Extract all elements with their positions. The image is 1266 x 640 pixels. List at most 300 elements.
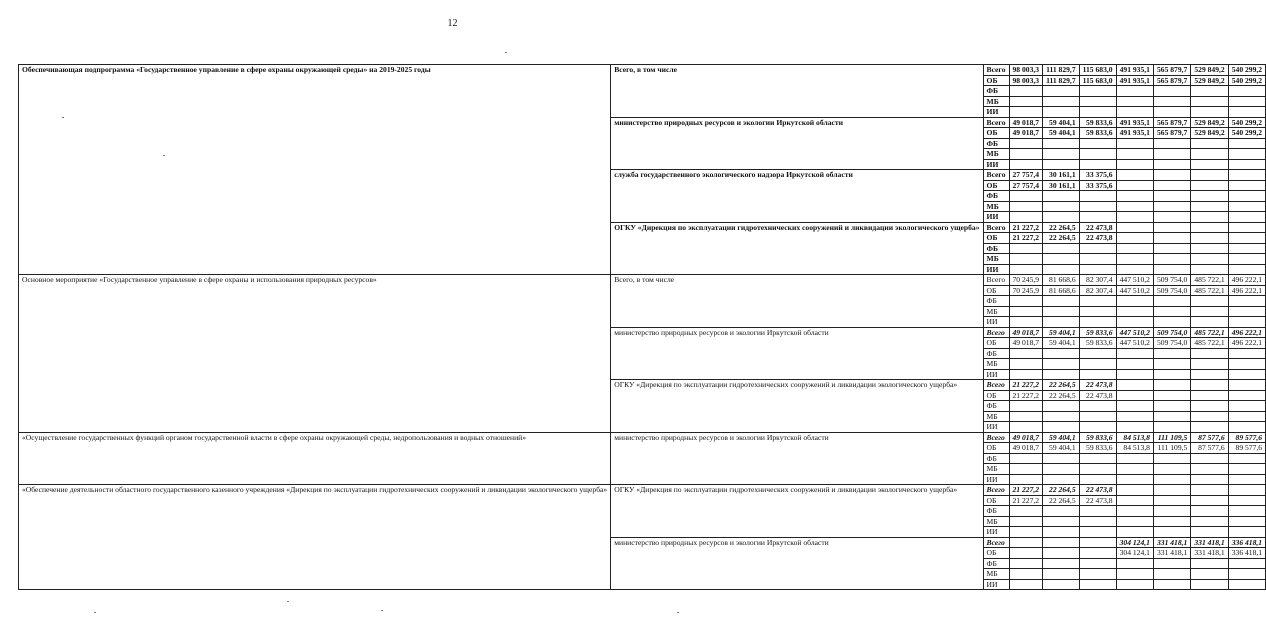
amount-cell [1153, 453, 1190, 464]
amount-cell [1009, 212, 1043, 223]
amount-cell: 485 722,1 [1191, 338, 1228, 349]
amount-cell [1153, 485, 1190, 496]
amount-cell [1079, 548, 1116, 559]
amount-cell [1079, 86, 1116, 97]
amount-cell [1191, 422, 1228, 433]
amount-cell: 529 849,2 [1191, 117, 1228, 128]
amount-cell: 22 473,8 [1079, 380, 1116, 391]
funding-level: МБ [983, 569, 1009, 580]
amount-cell [1191, 317, 1228, 328]
amount-cell [1079, 411, 1116, 422]
amount-cell [1153, 464, 1190, 475]
amount-cell [1116, 107, 1153, 118]
budget-table [18, 64, 1266, 590]
amount-cell: 70 245,9 [1009, 285, 1043, 296]
amount-cell [1228, 359, 1265, 370]
table-row [19, 485, 1266, 496]
amount-cell [1043, 422, 1080, 433]
amount-cell [1043, 149, 1080, 160]
amount-cell [1009, 569, 1043, 580]
executor-name: ОГКУ «Дирекция по эксплуатации гидротехнических сооружений и ликвидации экологического ущерба» [611, 485, 983, 538]
amount-cell [1079, 527, 1116, 538]
funding-level: ОБ [983, 180, 1009, 191]
amount-cell: 27 757,4 [1009, 180, 1043, 191]
funding-level: МБ [983, 464, 1009, 475]
amount-cell: 485 722,1 [1191, 285, 1228, 296]
page-number: 12 [447, 18, 458, 29]
amount-cell: 81 668,6 [1043, 285, 1080, 296]
amount-cell [1228, 233, 1265, 244]
amount-cell: 84 513,8 [1116, 432, 1153, 443]
amount-cell [1116, 254, 1153, 265]
amount-cell [1116, 453, 1153, 464]
amount-cell [1191, 96, 1228, 107]
amount-cell [1153, 369, 1190, 380]
amount-cell: 111 829,7 [1043, 75, 1080, 86]
amount-cell: 59 833,6 [1079, 432, 1116, 443]
amount-cell [1043, 558, 1080, 569]
amount-cell: 509 754,0 [1153, 285, 1190, 296]
amount-cell [1116, 527, 1153, 538]
amount-cell: 447 510,2 [1116, 275, 1153, 286]
amount-cell [1116, 264, 1153, 275]
amount-cell: 21 227,2 [1009, 485, 1043, 496]
amount-cell [1043, 464, 1080, 475]
amount-cell: 49 018,7 [1009, 443, 1043, 454]
amount-cell [1153, 390, 1190, 401]
amount-cell [1153, 233, 1190, 244]
amount-cell [1116, 222, 1153, 233]
amount-cell [1116, 233, 1153, 244]
amount-cell [1116, 495, 1153, 506]
amount-cell: 59 833,6 [1079, 128, 1116, 139]
funding-level: ИИ [983, 264, 1009, 275]
amount-cell [1191, 464, 1228, 475]
amount-cell: 540 299,2 [1228, 75, 1265, 86]
amount-cell: 59 404,1 [1043, 338, 1080, 349]
amount-cell: 22 264,5 [1043, 380, 1080, 391]
amount-cell [1191, 222, 1228, 233]
amount-cell: 331 418,1 [1153, 537, 1190, 548]
funding-level: ФБ [983, 296, 1009, 307]
amount-cell: 529 849,2 [1191, 75, 1228, 86]
amount-cell: 59 404,1 [1043, 443, 1080, 454]
amount-cell: 115 683,0 [1079, 75, 1116, 86]
funding-level: МБ [983, 254, 1009, 265]
amount-cell [1009, 86, 1043, 97]
amount-cell [1009, 306, 1043, 317]
amount-cell: 509 754,0 [1153, 275, 1190, 286]
amount-cell [1079, 401, 1116, 412]
amount-cell [1116, 359, 1153, 370]
amount-cell [1191, 516, 1228, 527]
amount-cell [1228, 296, 1265, 307]
amount-cell [1079, 516, 1116, 527]
amount-cell [1116, 212, 1153, 223]
amount-cell: 59 404,1 [1043, 117, 1080, 128]
amount-cell [1116, 411, 1153, 422]
amount-cell [1191, 86, 1228, 97]
amount-cell [1116, 86, 1153, 97]
amount-cell [1153, 506, 1190, 517]
amount-cell: 22 264,5 [1043, 485, 1080, 496]
amount-cell [1116, 558, 1153, 569]
amount-cell [1079, 138, 1116, 149]
funding-level: ИИ [983, 212, 1009, 223]
amount-cell [1228, 422, 1265, 433]
amount-cell [1153, 243, 1190, 254]
amount-cell [1043, 579, 1080, 590]
amount-cell [1191, 380, 1228, 391]
funding-level: ФБ [983, 558, 1009, 569]
funding-level: ОБ [983, 128, 1009, 139]
amount-cell [1009, 537, 1043, 548]
funding-level: ОБ [983, 233, 1009, 244]
amount-cell [1153, 159, 1190, 170]
amount-cell [1191, 233, 1228, 244]
amount-cell [1153, 264, 1190, 275]
amount-cell [1009, 579, 1043, 590]
amount-cell [1079, 464, 1116, 475]
amount-cell [1043, 191, 1080, 202]
amount-cell [1228, 201, 1265, 212]
amount-cell: 447 510,2 [1116, 285, 1153, 296]
funding-level: Всего [983, 537, 1009, 548]
amount-cell [1009, 548, 1043, 559]
amount-cell [1116, 159, 1153, 170]
amount-cell [1043, 296, 1080, 307]
funding-level: Всего [983, 432, 1009, 443]
amount-cell: 115 683,0 [1079, 65, 1116, 76]
amount-cell [1191, 243, 1228, 254]
amount-cell [1153, 527, 1190, 538]
amount-cell [1043, 107, 1080, 118]
amount-cell [1191, 411, 1228, 422]
amount-cell: 59 404,1 [1043, 327, 1080, 338]
amount-cell: 87 577,6 [1191, 443, 1228, 454]
amount-cell: 304 124,1 [1116, 548, 1153, 559]
amount-cell [1191, 191, 1228, 202]
amount-cell [1191, 212, 1228, 223]
amount-cell: 331 418,1 [1191, 548, 1228, 559]
amount-cell: 22 473,8 [1079, 222, 1116, 233]
amount-cell [1116, 317, 1153, 328]
amount-cell [1228, 243, 1265, 254]
funding-level: Всего [983, 222, 1009, 233]
amount-cell: 496 222,1 [1228, 338, 1265, 349]
amount-cell: 485 722,1 [1191, 275, 1228, 286]
amount-cell [1079, 212, 1116, 223]
amount-cell [1191, 495, 1228, 506]
amount-cell [1116, 243, 1153, 254]
amount-cell: 22 473,8 [1079, 485, 1116, 496]
executor-name: Всего, в том числе [611, 275, 983, 328]
amount-cell: 540 299,2 [1228, 65, 1265, 76]
funding-level: ФБ [983, 191, 1009, 202]
amount-cell [1153, 201, 1190, 212]
executor-name: служба государственного экологического надзора Иркутской области [611, 170, 983, 223]
amount-cell [1043, 317, 1080, 328]
amount-cell [1043, 474, 1080, 485]
amount-cell [1079, 191, 1116, 202]
amount-cell [1228, 170, 1265, 181]
funding-level: ИИ [983, 422, 1009, 433]
amount-cell [1191, 264, 1228, 275]
amount-cell [1079, 359, 1116, 370]
amount-cell [1079, 422, 1116, 433]
amount-cell [1079, 317, 1116, 328]
amount-cell [1116, 296, 1153, 307]
amount-cell [1079, 264, 1116, 275]
amount-cell [1043, 86, 1080, 97]
funding-level: ФБ [983, 138, 1009, 149]
funding-level: ИИ [983, 369, 1009, 380]
amount-cell [1116, 348, 1153, 359]
funding-level: ФБ [983, 453, 1009, 464]
funding-level: ОБ [983, 390, 1009, 401]
amount-cell [1191, 359, 1228, 370]
amount-cell: 98 003,3 [1009, 75, 1043, 86]
amount-cell [1228, 348, 1265, 359]
amount-cell [1191, 569, 1228, 580]
amount-cell [1079, 149, 1116, 160]
executor-name: ОГКУ «Дирекция по эксплуатации гидротехнических сооружений и ликвидации экологического ущерба» [611, 380, 983, 433]
amount-cell: 27 757,4 [1009, 170, 1043, 181]
amount-cell: 304 124,1 [1116, 537, 1153, 548]
executor-name: министерство природных ресурсов и экологии Иркутской области [611, 117, 983, 170]
amount-cell: 540 299,2 [1228, 128, 1265, 139]
amount-cell [1153, 516, 1190, 527]
amount-cell [1228, 317, 1265, 328]
amount-cell [1228, 149, 1265, 160]
amount-cell [1009, 107, 1043, 118]
amount-cell [1228, 159, 1265, 170]
amount-cell: 509 754,0 [1153, 338, 1190, 349]
amount-cell [1153, 96, 1190, 107]
amount-cell: 529 849,2 [1191, 65, 1228, 76]
amount-cell [1153, 474, 1190, 485]
amount-cell [1116, 149, 1153, 160]
executor-name: Всего, в том числе [611, 65, 983, 118]
amount-cell [1116, 191, 1153, 202]
funding-level: МБ [983, 359, 1009, 370]
amount-cell [1228, 380, 1265, 391]
amount-cell [1043, 243, 1080, 254]
amount-cell [1009, 516, 1043, 527]
amount-cell: 49 018,7 [1009, 117, 1043, 128]
amount-cell: 565 879,7 [1153, 65, 1190, 76]
amount-cell [1009, 527, 1043, 538]
amount-cell [1191, 369, 1228, 380]
funding-level: ОБ [983, 338, 1009, 349]
amount-cell: 496 222,1 [1228, 327, 1265, 338]
amount-cell [1043, 453, 1080, 464]
amount-cell [1009, 401, 1043, 412]
amount-cell: 336 418,1 [1228, 537, 1265, 548]
amount-cell: 491 935,1 [1116, 75, 1153, 86]
amount-cell [1153, 422, 1190, 433]
amount-cell [1228, 516, 1265, 527]
amount-cell: 447 510,2 [1116, 327, 1153, 338]
amount-cell [1079, 369, 1116, 380]
amount-cell [1191, 506, 1228, 517]
funding-level: МБ [983, 411, 1009, 422]
amount-cell: 565 879,7 [1153, 117, 1190, 128]
amount-cell [1043, 569, 1080, 580]
amount-cell [1009, 474, 1043, 485]
amount-cell: 84 513,8 [1116, 443, 1153, 454]
amount-cell: 59 404,1 [1043, 128, 1080, 139]
amount-cell [1079, 569, 1116, 580]
amount-cell: 59 404,1 [1043, 432, 1080, 443]
amount-cell [1043, 401, 1080, 412]
amount-cell [1116, 422, 1153, 433]
amount-cell: 49 018,7 [1009, 327, 1043, 338]
funding-level: ОБ [983, 285, 1009, 296]
amount-cell: 22 264,5 [1043, 390, 1080, 401]
amount-cell: 49 018,7 [1009, 338, 1043, 349]
amount-cell [1116, 569, 1153, 580]
amount-cell: 111 109,5 [1153, 432, 1190, 443]
executor-name: министерство природных ресурсов и экологии Иркутской области [611, 432, 983, 485]
amount-cell [1079, 201, 1116, 212]
amount-cell: 59 833,6 [1079, 443, 1116, 454]
funding-level: МБ [983, 201, 1009, 212]
amount-cell: 447 510,2 [1116, 338, 1153, 349]
funding-level: ОБ [983, 443, 1009, 454]
amount-cell: 70 245,9 [1009, 275, 1043, 286]
amount-cell: 111 109,5 [1153, 443, 1190, 454]
amount-cell: 336 418,1 [1228, 548, 1265, 559]
amount-cell [1191, 149, 1228, 160]
amount-cell [1009, 201, 1043, 212]
amount-cell [1228, 464, 1265, 475]
amount-cell [1153, 579, 1190, 590]
amount-cell [1153, 191, 1190, 202]
funding-level: Всего [983, 170, 1009, 181]
funding-level: ФБ [983, 506, 1009, 517]
amount-cell [1191, 306, 1228, 317]
amount-cell [1153, 254, 1190, 265]
amount-cell: 89 577,6 [1228, 432, 1265, 443]
amount-cell [1228, 107, 1265, 118]
amount-cell [1116, 170, 1153, 181]
amount-cell [1116, 485, 1153, 496]
amount-cell [1043, 254, 1080, 265]
amount-cell: 33 375,6 [1079, 180, 1116, 191]
amount-cell [1079, 474, 1116, 485]
amount-cell [1191, 138, 1228, 149]
funding-level: МБ [983, 516, 1009, 527]
amount-cell [1079, 96, 1116, 107]
amount-cell [1116, 380, 1153, 391]
amount-cell [1228, 306, 1265, 317]
amount-cell [1116, 138, 1153, 149]
funding-level: Всего [983, 275, 1009, 286]
amount-cell: 21 227,2 [1009, 390, 1043, 401]
amount-cell [1079, 306, 1116, 317]
amount-cell [1228, 485, 1265, 496]
funding-level: ОБ [983, 75, 1009, 86]
amount-cell [1116, 401, 1153, 412]
amount-cell [1153, 348, 1190, 359]
amount-cell [1043, 159, 1080, 170]
amount-cell: 59 833,6 [1079, 117, 1116, 128]
amount-cell [1043, 201, 1080, 212]
amount-cell [1009, 317, 1043, 328]
amount-cell [1116, 579, 1153, 590]
funding-level: ОБ [983, 495, 1009, 506]
program-name: Обеспечивающая подпрограмма «Государственное управление в сфере охраны окружающей среды» на 2019-2025 годы [19, 65, 611, 275]
amount-cell [1153, 212, 1190, 223]
amount-cell [1079, 159, 1116, 170]
amount-cell [1043, 369, 1080, 380]
amount-cell: 33 375,6 [1079, 170, 1116, 181]
amount-cell: 491 935,1 [1116, 128, 1153, 139]
amount-cell [1228, 569, 1265, 580]
amount-cell [1228, 506, 1265, 517]
amount-cell: 22 264,5 [1043, 233, 1080, 244]
amount-cell [1009, 138, 1043, 149]
amount-cell: 331 418,1 [1153, 548, 1190, 559]
amount-cell: 111 829,7 [1043, 65, 1080, 76]
amount-cell: 22 264,5 [1043, 495, 1080, 506]
amount-cell [1228, 474, 1265, 485]
amount-cell [1116, 516, 1153, 527]
amount-cell [1191, 390, 1228, 401]
amount-cell: 491 935,1 [1116, 117, 1153, 128]
funding-level: Всего [983, 117, 1009, 128]
amount-cell [1153, 495, 1190, 506]
amount-cell [1043, 506, 1080, 517]
amount-cell [1153, 317, 1190, 328]
amount-cell: 82 307,4 [1079, 275, 1116, 286]
amount-cell: 59 833,6 [1079, 338, 1116, 349]
funding-level: ФБ [983, 243, 1009, 254]
amount-cell [1116, 390, 1153, 401]
funding-level: ФБ [983, 86, 1009, 97]
amount-cell [1228, 138, 1265, 149]
program-name: «Осуществление государственных функций органом государственной власти в сфере охраны окружающей среды, недропользования и водных отношений» [19, 432, 611, 485]
program-name: «Обеспечение деятельности областного государственного казенного учреждения «Дирекция по эксплуатации гидротехнических сооружений и ликвидации экологического ущерба» [19, 485, 611, 590]
amount-cell: 22 264,5 [1043, 222, 1080, 233]
funding-level: ФБ [983, 401, 1009, 412]
amount-cell: 82 307,4 [1079, 285, 1116, 296]
amount-cell [1153, 411, 1190, 422]
funding-level: МБ [983, 149, 1009, 160]
amount-cell [1191, 453, 1228, 464]
funding-level: Всего [983, 485, 1009, 496]
amount-cell [1079, 296, 1116, 307]
amount-cell [1009, 96, 1043, 107]
amount-cell [1191, 159, 1228, 170]
amount-cell [1043, 348, 1080, 359]
funding-level: Всего [983, 380, 1009, 391]
amount-cell [1153, 359, 1190, 370]
amount-cell [1043, 138, 1080, 149]
amount-cell [1043, 359, 1080, 370]
amount-cell [1009, 243, 1043, 254]
amount-cell [1009, 506, 1043, 517]
amount-cell: 540 299,2 [1228, 117, 1265, 128]
funding-level: ИИ [983, 579, 1009, 590]
amount-cell [1079, 506, 1116, 517]
amount-cell [1228, 527, 1265, 538]
amount-cell: 331 418,1 [1191, 537, 1228, 548]
amount-cell: 21 227,2 [1009, 222, 1043, 233]
amount-cell [1079, 558, 1116, 569]
amount-cell: 496 222,1 [1228, 285, 1265, 296]
